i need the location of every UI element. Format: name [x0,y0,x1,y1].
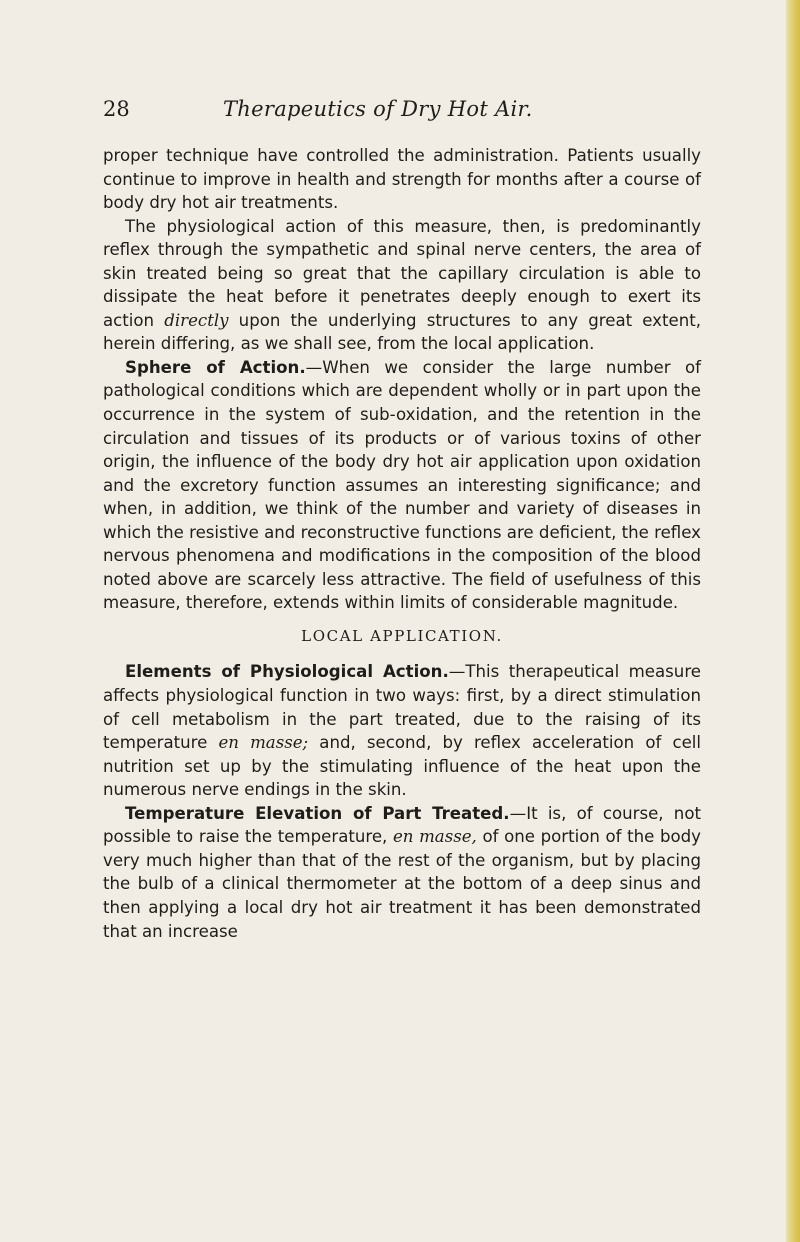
emphasis-text: en masse; [218,733,309,753]
run-in-heading: Temperature Elevation of Part Treated. [125,803,510,823]
paragraph-text: of one portion of the body very much higher than that of the rest of the organism, but by placing the bulb of a clinical thermometer at the bottom of a deep sinus and then applying a local dry hot air treatment it has been demonstrated that an increase [103,827,701,941]
paragraph-elements-of-action [103,660,701,801]
body-text [103,144,701,943]
emphasis-text: directly [164,310,229,330]
run-in-heading: Elements of Physiological Action. [125,662,449,682]
paragraph-text: upon the underlying structures to any great extent, herein differing, as we shall see, from the local application. [103,310,701,354]
run-in-heading: Sphere of Action. [125,357,306,377]
paragraph-temperature-elevation [103,802,701,943]
paragraph-text: The physiological action of this measure, then, is predominantly reflex through the sympathetic and spinal nerve centers, the area of skin treated being so great that the capillary circulation is able to dissipate the heat before it penetrates deeply enough to exert its action [103,216,701,330]
paragraph-text: proper technique have controlled the administration. Patients usually continue to improve in health and strength for months after a course of body dry hot air treatments. [103,146,701,213]
paragraph-text: —It is, of course, not possible to raise the temperature, [103,803,701,847]
page-edge-stain [786,0,800,1242]
paragraph-sphere-of-action [103,356,701,615]
section-heading: LOCAL APPLICATION. [301,626,503,645]
paragraph-text: and, second, by reflex acceleration of cell nutrition set up by the stimulating influence of the heat upon the numerous nerve endings in the skin. [103,733,701,800]
paragraph-continuation [103,144,701,215]
paragraph-text: —This therapeutical measure affects physiological function in two ways: first, by a direct stimulation of cell metabolism in the part treated, due to the raising of its temperature [103,662,701,753]
emphasis-text: en masse, [392,827,477,847]
page-header [103,97,701,127]
page-number: 28 [103,97,130,121]
paragraph-physiological-action [103,215,701,356]
paragraph-text: —When we consider the large number of pathological conditions which are dependent wholly or in part upon the occurrence in the system of sub-oxidation, and the retention in the circulation and tissues of its products or of various toxins of other origin, the influence of the body dry hot air application upon oxidation and the excretory function assumes an interesting significance; and when, in addition, we think of the number and variety of diseases in which the resistive and reconstructive functions are deficient, the reflex nervous phenomena and modifications in the composition of the blood noted above are scarcely less attractive. The field of usefulness of this measure, therefore, extends within limits of considerable magnitude. [103,357,702,613]
running-title: Therapeutics of Dry Hot Air. [223,97,533,121]
